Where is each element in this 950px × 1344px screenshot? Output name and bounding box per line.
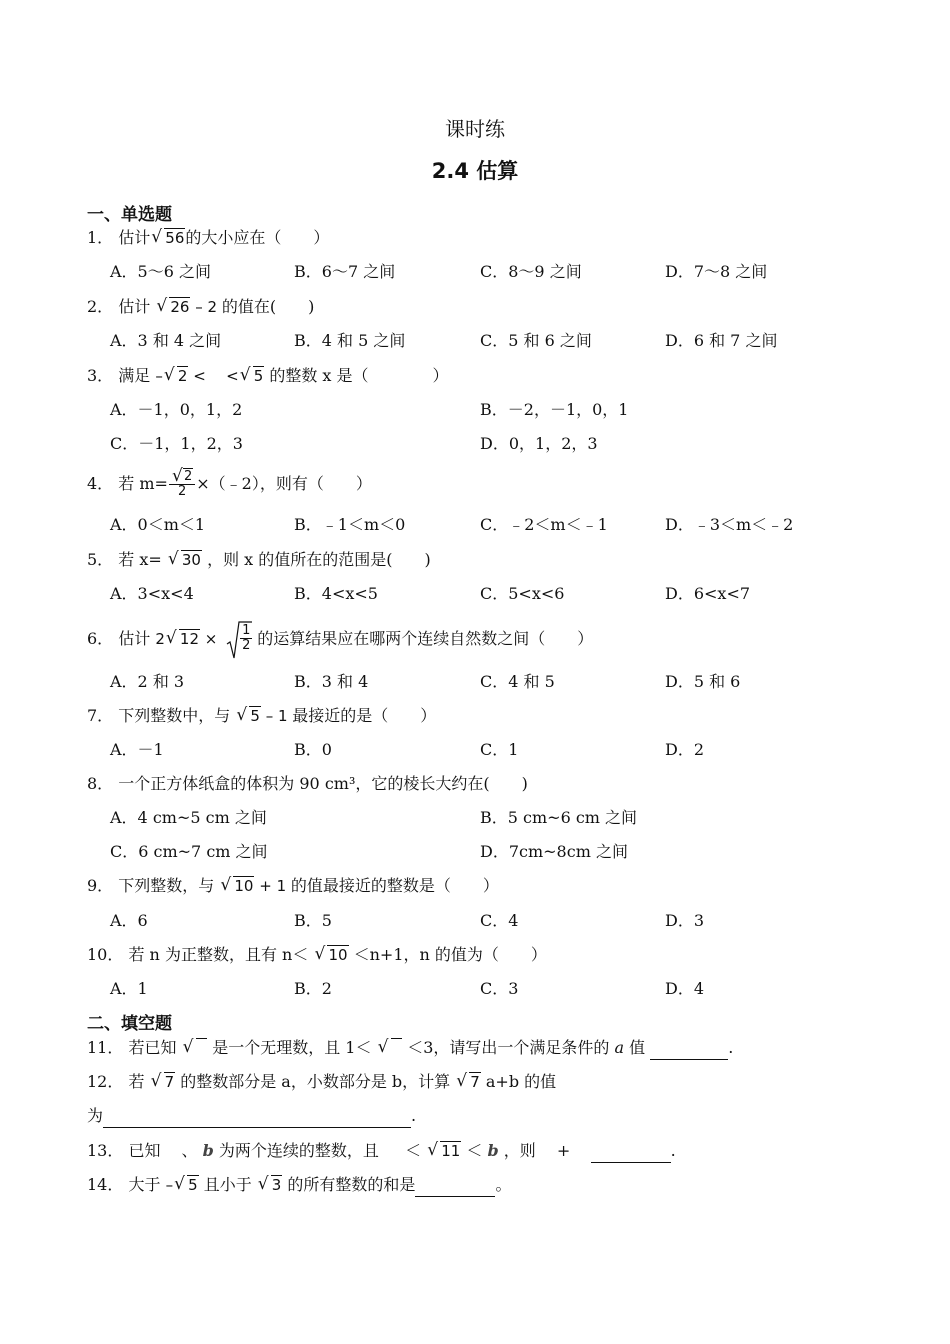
- question-text: 的大小应在（ ）: [185, 228, 330, 247]
- question-number: 11．: [87, 1038, 124, 1057]
- question-number: 4．: [87, 474, 114, 493]
- page-title: 课时练: [445, 117, 505, 141]
- question-text: 是一个无理数，且 1＜: [207, 1038, 377, 1057]
- sqrt-expression: √ 11: [428, 1140, 461, 1162]
- question-text: 一个正方体纸盒的体积为 90 cm³，它的棱长大约在( ): [118, 774, 528, 793]
- option-a[interactable]: A．－1: [110, 740, 164, 759]
- option-c[interactable]: C．8～9 之间: [480, 262, 582, 281]
- sqrt-expression: √ 12: [167, 618, 200, 660]
- question-number: 2．: [87, 297, 114, 316]
- question-text: 估计: [118, 228, 151, 247]
- question-text: 下列整数，与: [118, 876, 220, 895]
- sqrt-expression: √ 10: [315, 944, 348, 966]
- option-a[interactable]: A．6: [110, 911, 148, 930]
- option-b[interactable]: B．5: [294, 911, 332, 930]
- question-13: [87, 1140, 676, 1163]
- question-text: ＜3，请写出一个满足条件的: [402, 1038, 615, 1057]
- option-c[interactable]: C．4: [480, 911, 519, 930]
- question-text: 值: [624, 1038, 651, 1057]
- question-text: ×（﹣2），则有（ ）: [196, 474, 372, 493]
- option-d[interactable]: D．0，1，2，3: [480, 434, 598, 453]
- option-d[interactable]: D．5 和 6: [665, 672, 741, 691]
- option-d[interactable]: D．7～8 之间: [665, 262, 768, 281]
- option-b[interactable]: B．0: [294, 740, 332, 759]
- sqrt-expression: √ 3: [259, 1174, 283, 1196]
- question-text: 最接近的是（ ）: [292, 706, 437, 725]
- option-d[interactable]: D．﹣3＜m＜﹣2: [665, 515, 794, 534]
- question-text: ，则 +: [498, 1141, 576, 1160]
- question-number: 8．: [87, 774, 114, 793]
- sqrt-expression: √ 5: [175, 1174, 199, 1196]
- question-number: 3．: [87, 366, 114, 385]
- question-14: [87, 1174, 511, 1197]
- fraction: √ $\frac{2}{2}$: [169, 470, 195, 499]
- question-6: [87, 618, 593, 660]
- sqrt-expression: √ 7: [457, 1071, 481, 1093]
- question-10: [87, 944, 547, 966]
- answer-blank[interactable]: [591, 1140, 671, 1163]
- option-d[interactable]: D．6<x<7: [665, 584, 751, 603]
- question-7: [87, 705, 436, 727]
- answer-blank[interactable]: [103, 1105, 411, 1128]
- option-c[interactable]: C．4 和 5: [480, 672, 555, 691]
- question-5: [87, 549, 431, 571]
- question-number: 10．: [87, 945, 124, 964]
- question-text: 为: [87, 1106, 104, 1125]
- question-text: 的整数 x 是（ ）: [264, 366, 449, 385]
- question-number: 13．: [87, 1141, 124, 1160]
- section-heading-fill-in: 二、填空题: [87, 1014, 172, 1034]
- sqrt-expression: √ 5: [241, 365, 265, 387]
- math-text: + 1: [254, 877, 291, 895]
- option-d[interactable]: D．4: [665, 979, 705, 998]
- sqrt-expression: √ 30: [169, 549, 202, 571]
- question-text: 满足: [118, 366, 156, 385]
- question-text: 且小于: [198, 1175, 257, 1194]
- question-text: ，则 x 的值所在的范围是( ): [201, 550, 431, 569]
- option-a[interactable]: A．4 cm~5 cm 之间: [110, 808, 267, 827]
- sqrt-fraction: $\frac{1}{2}$: [226, 620, 252, 660]
- punctuation: .: [411, 1106, 417, 1125]
- math-text: – 1: [260, 707, 293, 725]
- sqrt-expression-empty: [184, 1037, 208, 1059]
- sqrt-expression-empty: [379, 1037, 403, 1059]
- punctuation: .: [670, 1141, 676, 1160]
- question-text: 若 x=: [118, 550, 167, 569]
- question-2: [87, 296, 314, 318]
- question-number: 14．: [87, 1175, 124, 1194]
- question-text: a+b 的值: [480, 1072, 557, 1091]
- option-a[interactable]: A．2 和 3: [110, 672, 185, 691]
- minus-sign: –: [155, 367, 163, 385]
- times-sign: ×: [200, 630, 223, 648]
- question-text: 若 m=: [118, 474, 168, 493]
- question-3: [87, 365, 449, 387]
- option-a[interactable]: A．3 和 4 之间: [110, 331, 222, 350]
- question-text: 的所有整数的和是: [282, 1175, 416, 1194]
- variable: b: [202, 1141, 214, 1160]
- question-8: [87, 773, 528, 795]
- question-text: ＜: [461, 1141, 488, 1160]
- question-11: [87, 1037, 733, 1060]
- option-c[interactable]: C．－1，1，2，3: [110, 434, 243, 453]
- option-c[interactable]: C．1: [480, 740, 519, 759]
- option-a[interactable]: A．1: [110, 979, 148, 998]
- option-d[interactable]: D．6 和 7 之间: [665, 331, 778, 350]
- question-number: 1．: [87, 228, 114, 247]
- sqrt-expression: √ 10: [221, 875, 254, 897]
- answer-blank[interactable]: [415, 1174, 495, 1197]
- option-c[interactable]: C．6 cm~7 cm 之间: [110, 842, 268, 861]
- option-a[interactable]: A．5～6 之间: [110, 262, 212, 281]
- variable: b: [487, 1141, 499, 1160]
- question-text: 估计: [118, 297, 156, 316]
- question-text: 的值在( ): [221, 297, 315, 316]
- sqrt-expression: √ 26: [157, 296, 190, 318]
- variable: a: [614, 1038, 625, 1057]
- coefficient: 2: [155, 630, 165, 648]
- question-text: 若 n 为正整数，且有 n＜: [128, 945, 314, 964]
- punctuation: .: [728, 1038, 734, 1057]
- option-c[interactable]: C．5 和 6 之间: [480, 331, 592, 350]
- question-1: [87, 227, 329, 249]
- section-heading-single-choice: 一、单选题: [87, 205, 172, 225]
- sqrt-expression: √ 2: [165, 365, 189, 387]
- question-number: 9．: [87, 876, 114, 895]
- math-text: <: [188, 367, 206, 385]
- option-b[interactable]: B．4 和 5 之间: [294, 331, 406, 350]
- punctuation: 。: [495, 1175, 512, 1194]
- question-text: 的值最接近的整数是（ ）: [290, 876, 499, 895]
- question-9: [87, 875, 499, 897]
- option-d[interactable]: D．3: [665, 911, 705, 930]
- question-number: 12．: [87, 1072, 124, 1091]
- question-number: 6．: [87, 629, 114, 648]
- option-a[interactable]: A．0＜m＜1: [110, 515, 206, 534]
- question-text: 若: [128, 1072, 150, 1091]
- option-c[interactable]: C．5<x<6: [480, 584, 565, 603]
- minus-sign: –: [165, 1176, 174, 1194]
- question-12-line2: [87, 1105, 416, 1128]
- page-subtitle: 2.4 估算: [431, 159, 519, 183]
- math-text: <: [226, 367, 239, 385]
- question-text: 已知 、: [128, 1141, 203, 1160]
- option-b[interactable]: B．5 cm~6 cm 之间: [480, 808, 638, 827]
- sqrt-expression: √ 7: [152, 1071, 176, 1093]
- option-a[interactable]: A．－1，0，1，2: [110, 400, 243, 419]
- option-d[interactable]: D．2: [665, 740, 705, 759]
- question-text: 的运算结果应在哪两个连续自然数之间（ ）: [257, 629, 594, 648]
- question-text: ＜n+1，n 的值为（ ）: [348, 945, 547, 964]
- question-text: 若已知: [128, 1038, 182, 1057]
- option-b[interactable]: B．4<x<5: [294, 584, 378, 603]
- question-text: 的整数部分是 a，小数部分是 b，计算: [175, 1072, 456, 1091]
- option-b[interactable]: B．﹣1＜m＜0: [294, 515, 406, 534]
- option-c[interactable]: C．3: [480, 979, 519, 998]
- sqrt-expression: √ 5: [237, 705, 261, 727]
- question-12: [87, 1071, 556, 1093]
- option-b[interactable]: B．3 和 4: [294, 672, 369, 691]
- question-text: 下列整数中，与: [118, 706, 236, 725]
- question-4: [87, 466, 372, 502]
- question-text: 估计: [118, 629, 156, 648]
- question-number: 5．: [87, 550, 114, 569]
- option-b[interactable]: B．2: [294, 979, 332, 998]
- option-a[interactable]: A．3<x<4: [110, 584, 194, 603]
- option-b[interactable]: B．6～7 之间: [294, 262, 396, 281]
- sqrt-expression: √ 56: [152, 227, 185, 249]
- question-text: 为两个连续的整数，且 ＜: [213, 1141, 427, 1160]
- option-d[interactable]: D．7cm~8cm 之间: [480, 842, 628, 861]
- answer-blank[interactable]: [650, 1037, 728, 1060]
- option-b[interactable]: B．－2，－1，0，1: [480, 400, 629, 419]
- option-c[interactable]: C．﹣2＜m＜﹣1: [480, 515, 608, 534]
- question-text: 大于: [128, 1175, 166, 1194]
- math-text: – 2: [190, 298, 222, 316]
- question-number: 7．: [87, 706, 114, 725]
